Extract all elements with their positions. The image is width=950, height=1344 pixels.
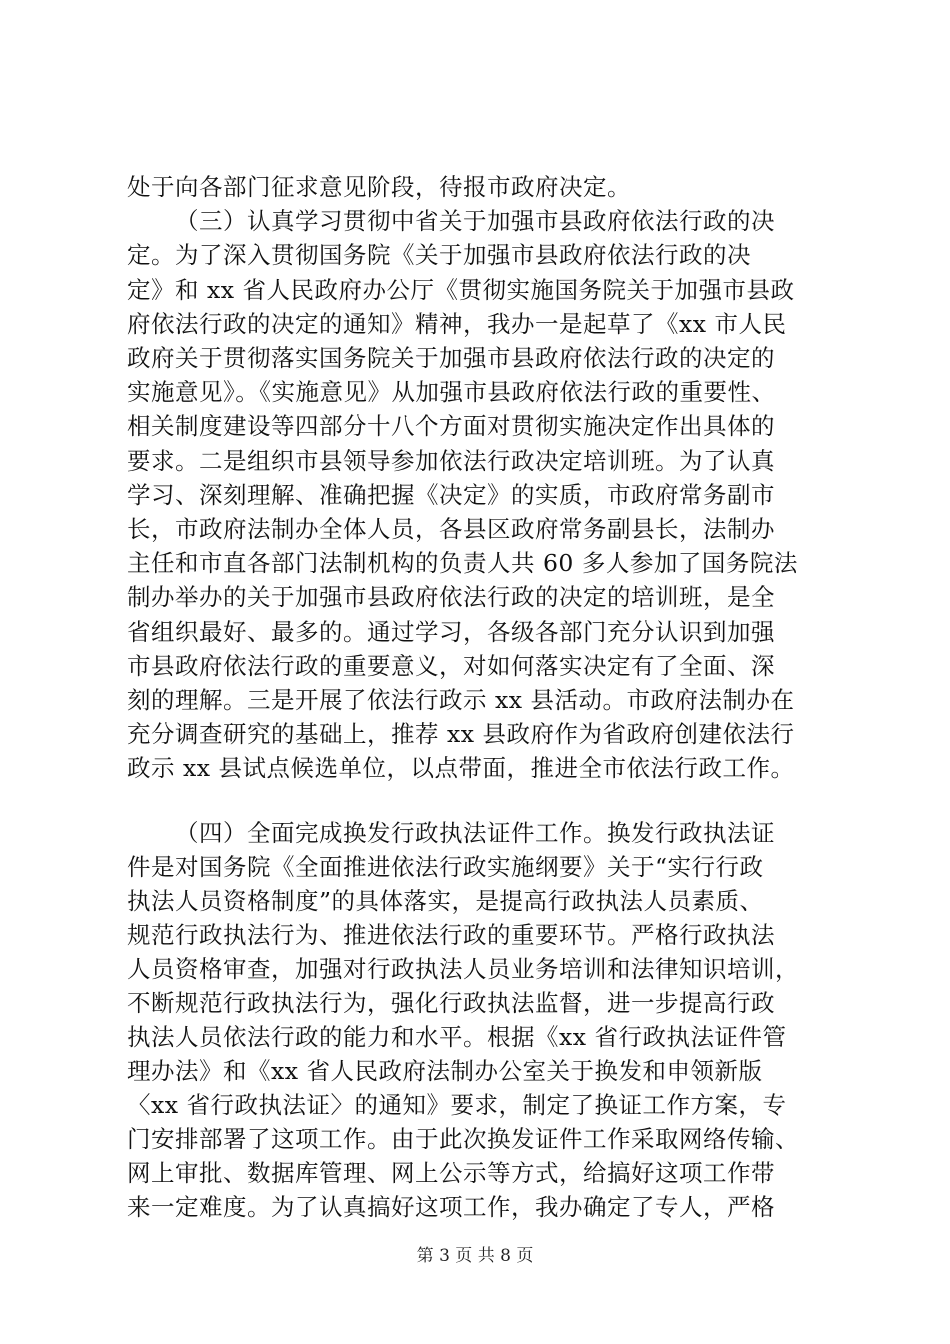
text-line: 省组织最好、最多的。通过学习，各级各部门充分认识到加强	[127, 618, 775, 646]
text-line: 主任和市直各部门法制机构的负责人共 60 多人参加了国务院法	[127, 549, 798, 577]
text-line: 学习、深刻理解、准确把握《决定》的实质，市政府常务副市	[127, 481, 775, 509]
text-line: 充分调查研究的基础上，推荐 xx 县政府作为省政府创建依法行	[127, 720, 795, 748]
section-heading-4: （四）全面完成换发行政执法证件工作。换发行政执法证	[175, 819, 775, 847]
text-line: 理办法》和《xx 省人民政府法制办公室关于换发和申领新版	[127, 1057, 763, 1085]
text-line: 执法人员资格制度”的具体落实，是提高行政执法人员素质、	[127, 887, 764, 915]
text-line: 来一定难度。为了认真搞好这项工作，我办确定了专人，严格	[127, 1193, 775, 1221]
text-line: 处于向各部门征求意见阶段，待报市政府决定。	[127, 173, 631, 201]
text-line: 门安排部署了这项工作。由于此次换发证件工作采取网络传输、	[127, 1125, 799, 1153]
text-line: 刻的理解。三是开展了依法行政示 xx 县活动。市政府法制办在	[127, 686, 795, 714]
text-line: 市县政府依法行政的重要意义，对如何落实决定有了全面、深	[127, 652, 775, 680]
text-line: 实施意见》。《实施意见》从加强市县政府依法行政的重要性、	[127, 378, 776, 406]
text-line: 政示 xx 县试点候选单位，以点带面，推进全市依法行政工作。	[127, 754, 795, 782]
text-line: 要求。二是组织市县领导参加依法行政决定培训班。为了认真	[127, 447, 775, 475]
text-line: 长，市政府法制办全体人员，各县区政府常务副县长，法制办	[127, 515, 775, 543]
text-line: 相关制度建设等四部分十八个方面对贯彻实施决定作出具体的	[127, 412, 775, 440]
text-line: 件是对国务院《全面推进依法行政实施纲要》关于“实行行政	[127, 853, 764, 881]
text-line: 〈xx 省行政执法证〉的通知》要求，制定了换证工作方案，专	[127, 1091, 787, 1119]
text-line: 定。为了深入贯彻国务院《关于加强市县政府依法行政的决	[127, 241, 751, 269]
text-line: 制办举办的关于加强市县政府依法行政的决定的培训班，是全	[127, 583, 775, 611]
text-line: 网上审批、数据库管理、网上公示等方式，给搞好这项工作带	[127, 1159, 775, 1187]
text-line: 规范行政执法行为、推进依法行政的重要环节。严格行政执法	[127, 921, 775, 949]
text-line: 政府关于贯彻落实国务院关于加强市县政府依法行政的决定的	[127, 344, 775, 372]
text-line: 定》和 xx 省人民政府办公厅《贯彻实施国务院关于加强市县政	[127, 276, 795, 304]
text-line: 人员资格审查，加强对行政执法人员业务培训和法律知识培训，	[127, 955, 799, 983]
text-line: 府依法行政的决定的通知》精神，我办一是起草了《xx 市人民	[127, 310, 787, 338]
text-line: 不断规范行政执法行为，强化行政执法监督，进一步提高行政	[127, 989, 775, 1017]
section-heading-3: （三）认真学习贯彻中省关于加强市县政府依法行政的决	[175, 207, 775, 235]
page-footer: 第 3 页 共 8 页	[416, 1246, 534, 1266]
text-line: 执法人员依法行政的能力和水平。根据《xx 省行政执法证件管	[127, 1023, 787, 1051]
